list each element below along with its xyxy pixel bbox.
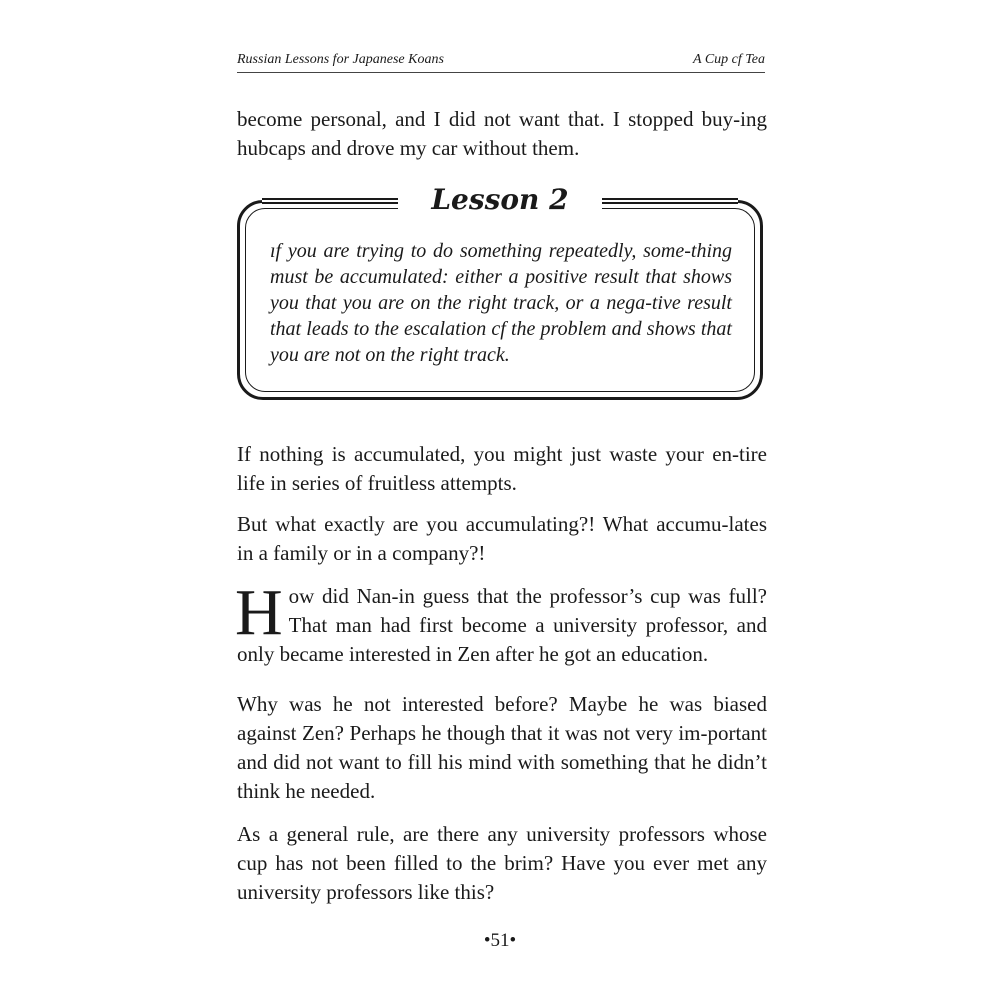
- drop-cap: H: [235, 576, 283, 649]
- paragraph-question: But what exactly are you accumulating?! What accumu-lates in a family or in a company?!: [237, 512, 767, 565]
- paragraph-how-text: ow did Nan-in guess that the professor’s cup was full? That man had first become a university professor, and only became interested in Zen after he got an education.: [237, 584, 767, 666]
- running-header: [237, 52, 765, 73]
- book-title: Russian Lessons for Japanese Koans: [237, 52, 444, 67]
- lesson-rule-left: [262, 198, 414, 204]
- paragraph-intro: become personal, and I did not want that. I stopped buy-ing hubcaps and drove my car without them.: [237, 107, 767, 160]
- paragraph-why: Why was he not interested before? Maybe he was biased against Zen? Perhaps he though that it was not very im-portant and did not want to fill his mind with something that he didn’t think he needed.: [237, 692, 767, 803]
- lesson-title-wrap: [398, 180, 602, 220]
- paragraph-accumulated: If nothing is accumulated, you might just waste your en-tire life in series of fruitless attempts.: [237, 442, 767, 495]
- paragraph-how: [235, 576, 767, 669]
- lesson-rule-right: [586, 198, 738, 204]
- chapter-title: A Cup cf Tea: [693, 52, 765, 67]
- lesson-title: Lesson 2: [431, 183, 569, 216]
- lesson-text: ıf you are trying to do something repeatedly, some-thing must be accumulated: either a positive result that shows you that you are on the right track, or a nega-tive result that leads to the escalation cf the problem and shows that you are not on the right track.: [270, 240, 732, 366]
- paragraph-rule: As a general rule, are there any university professors whose cup has not been filled to the brim? Have you ever met any university professors like this?: [237, 822, 767, 904]
- page-number: •51•: [483, 930, 517, 951]
